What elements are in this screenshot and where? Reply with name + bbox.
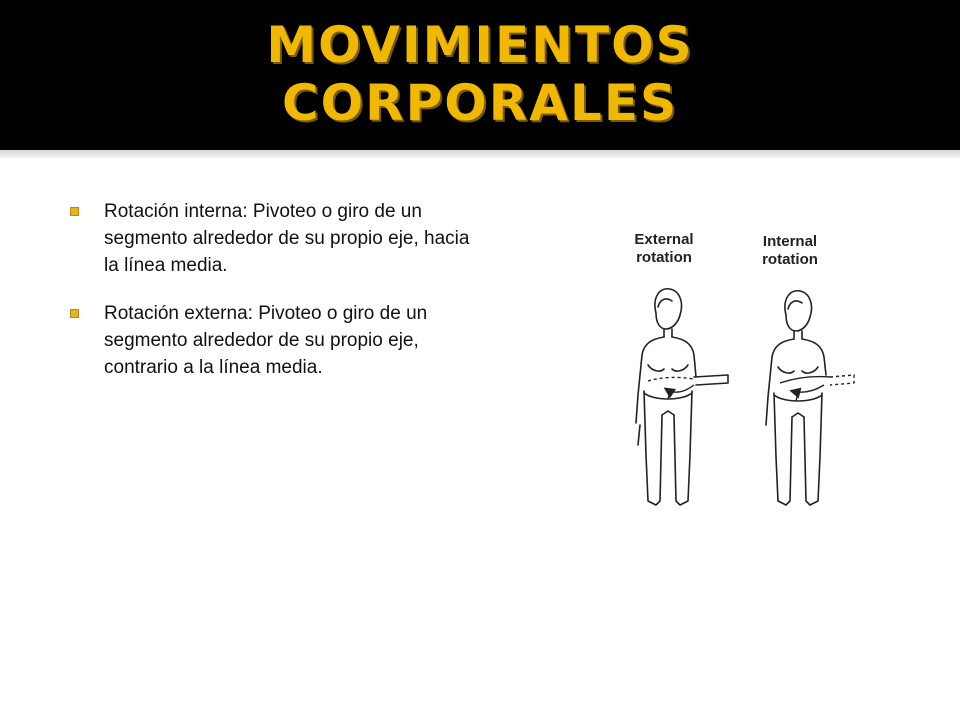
square-bullet-icon xyxy=(70,309,79,318)
internal-rotation-figure xyxy=(766,291,826,505)
title-divider xyxy=(0,150,960,158)
bullet-item-internal-rotation xyxy=(70,198,470,279)
bullet-text: Rotación externa: Pivoteo o giro de un segmento alrededor de su propio eje, contrario a la línea media. xyxy=(104,303,428,378)
rotation-illustration xyxy=(608,225,856,515)
external-rotation-figure xyxy=(636,289,728,505)
label-external-line-1: External xyxy=(634,231,694,248)
square-bullet-icon xyxy=(70,207,79,216)
title-line-2: CORPORALES xyxy=(281,74,679,132)
figures-drawing xyxy=(608,225,856,515)
label-external-line-2: rotation xyxy=(636,249,692,266)
label-internal-line-2: rotation xyxy=(762,251,818,268)
slide-title xyxy=(0,16,960,132)
label-internal-line-1: Internal xyxy=(762,233,818,250)
bullet-text: Rotación interna: Pivoteo o giro de un segmento alrededor de su propio eje, hacia la línea media. xyxy=(104,201,470,276)
bullet-item-external-rotation xyxy=(70,300,470,381)
bullet-list xyxy=(70,198,470,402)
title-line-1: MOVIMIENTOS xyxy=(266,16,694,74)
